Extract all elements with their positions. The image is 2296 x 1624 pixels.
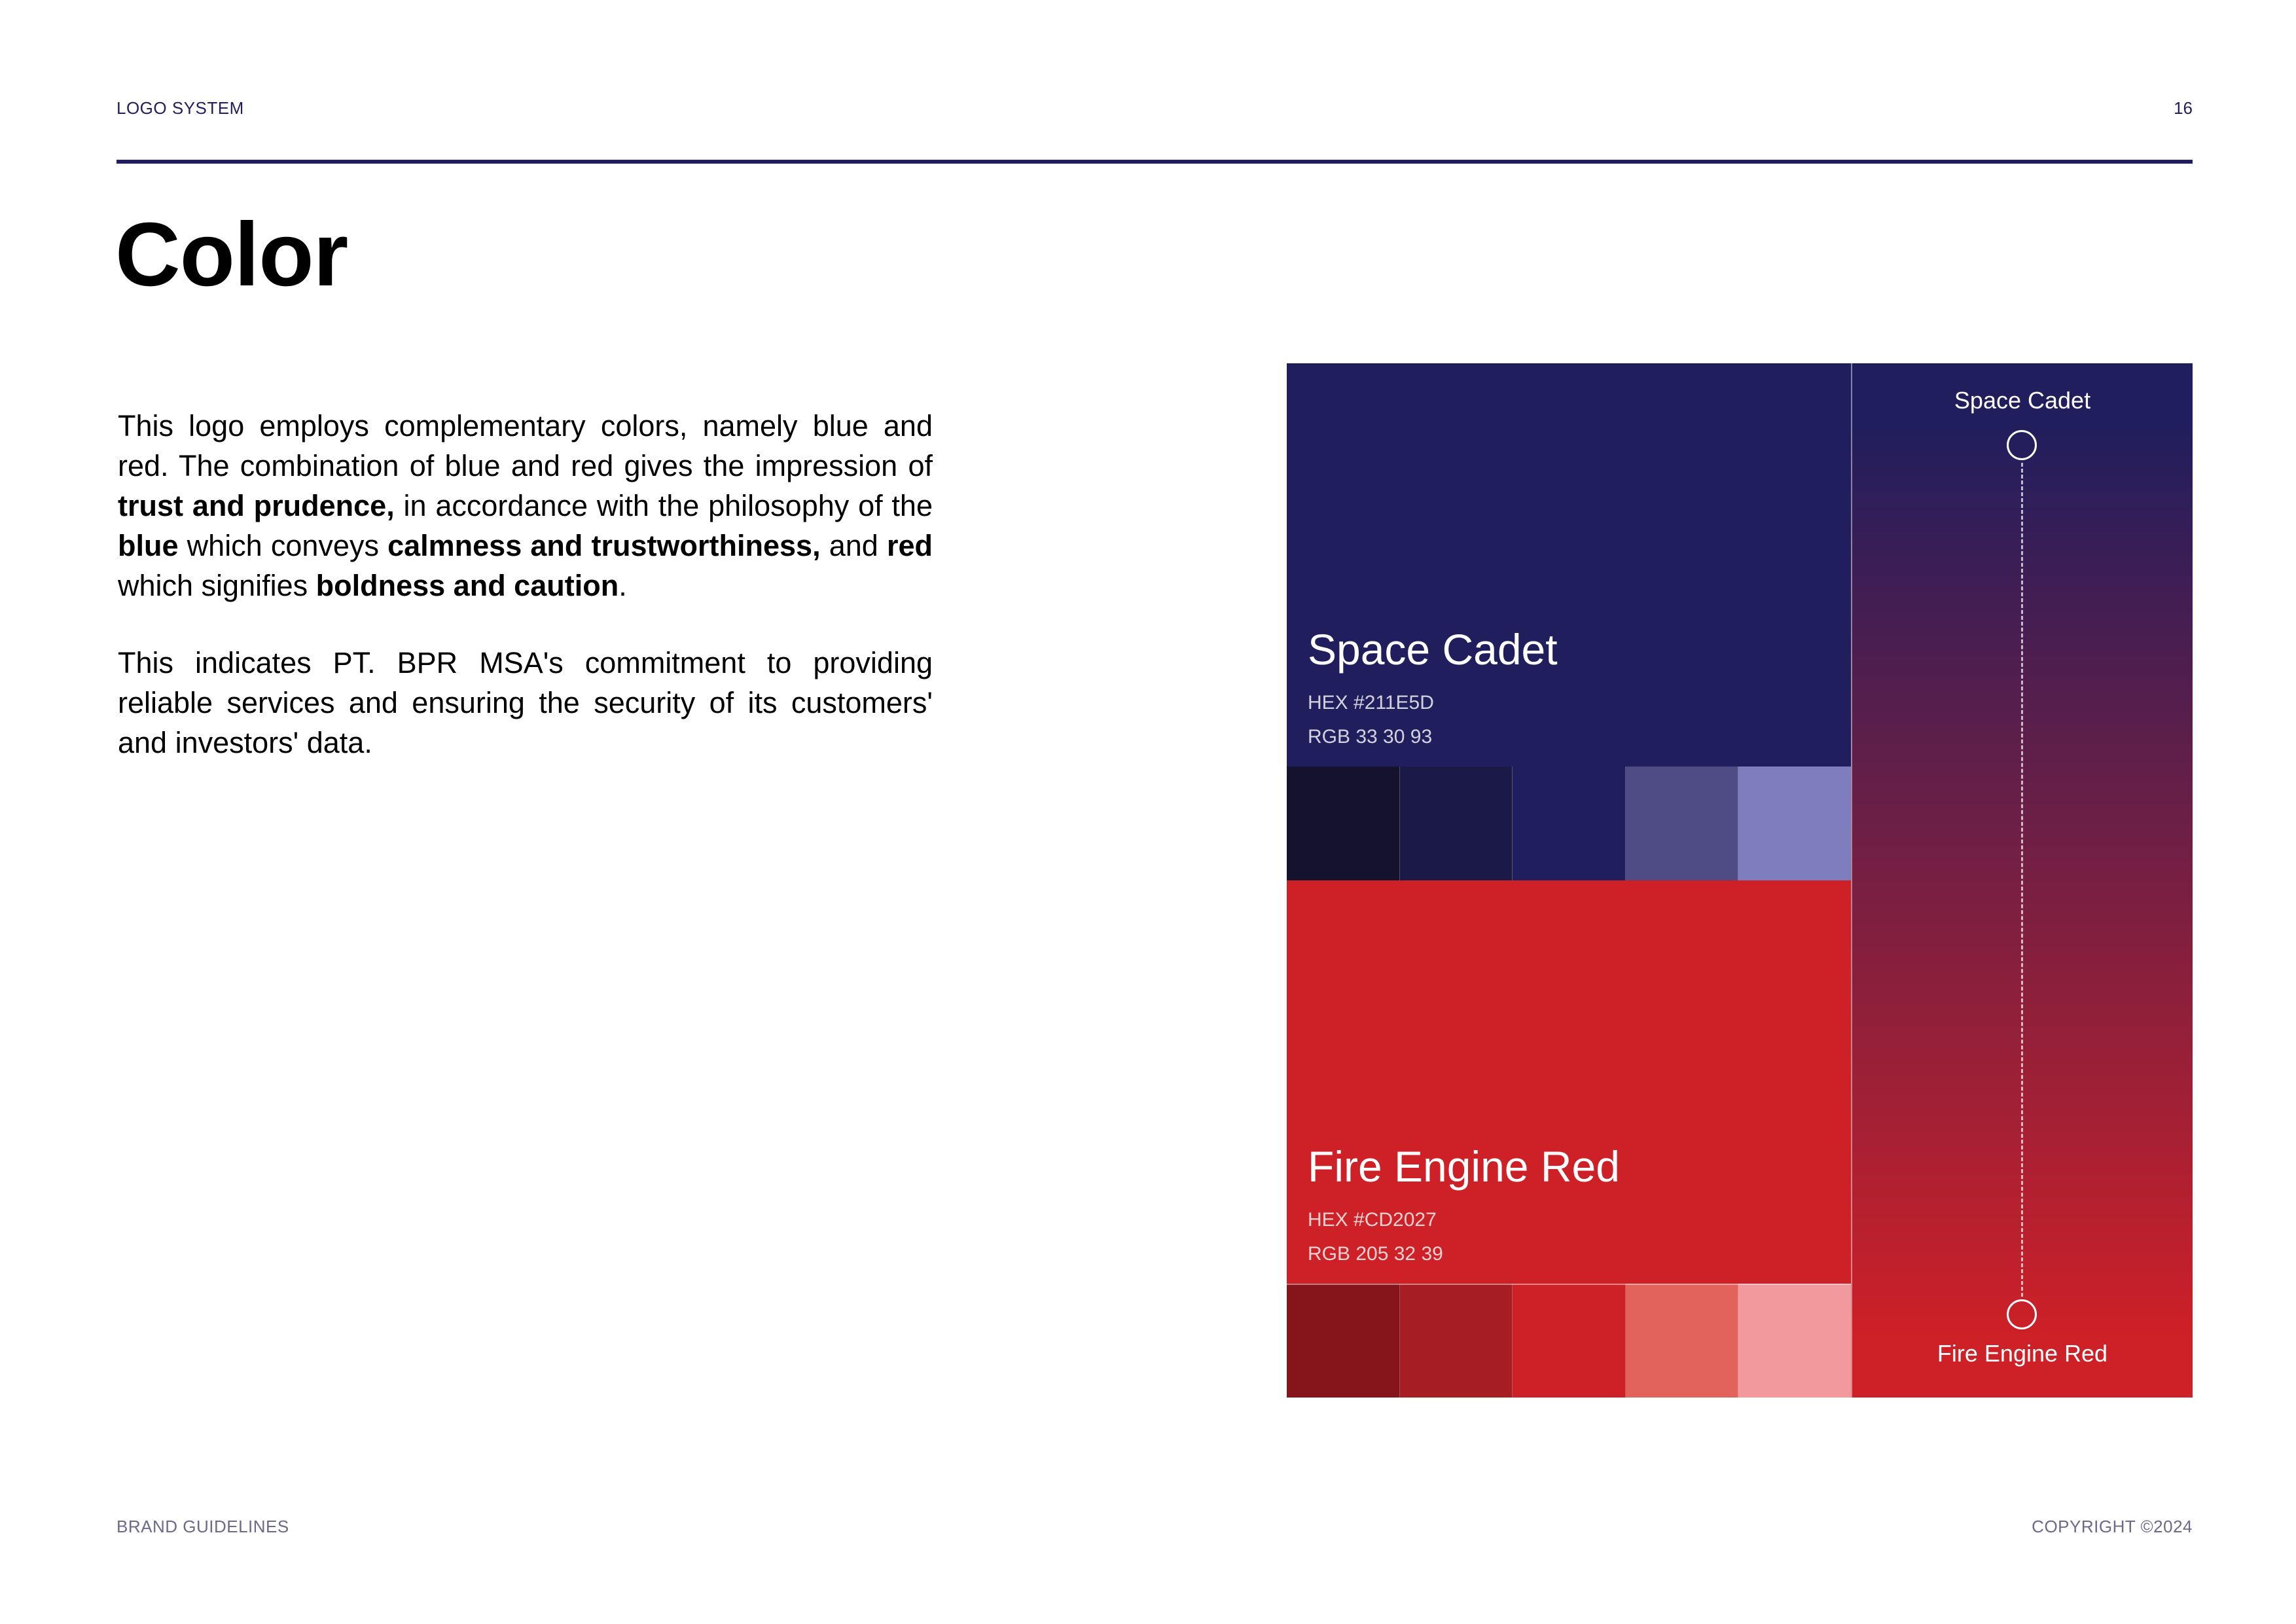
- secondary-color-hex: HEX #CD2027: [1308, 1209, 1437, 1231]
- primary-tint-4: [1626, 767, 1739, 880]
- gradient-panel: [1851, 363, 2193, 1398]
- emphasis-text: trust and prudence,: [118, 489, 395, 522]
- emphasis-text: blue: [118, 529, 179, 562]
- secondary-color-name: Fire Engine Red: [1308, 1142, 1620, 1191]
- secondary-tint-row: [1287, 1284, 1851, 1398]
- section-label: LOGO SYSTEM: [117, 98, 244, 118]
- footer-copyright: COPYRIGHT ©2024: [2032, 1517, 2193, 1536]
- secondary-tint-4: [1626, 1284, 1739, 1398]
- color-palette: [1287, 363, 2193, 1398]
- primary-tint-3: [1513, 767, 1626, 880]
- primary-color-swatch: [1287, 363, 1851, 767]
- primary-color-hex: HEX #211E5D: [1308, 692, 1434, 713]
- gradient-end-label: Fire Engine Red: [1937, 1340, 2108, 1367]
- body-text-run: and: [820, 529, 887, 562]
- emphasis-text: boldness and caution: [315, 569, 619, 602]
- primary-tint-1: [1287, 767, 1400, 880]
- gradient-dashed-line: [2021, 463, 2023, 1297]
- secondary-tint-2: [1400, 1284, 1513, 1398]
- page-number: 16: [2174, 98, 2193, 118]
- primary-tint-2: [1400, 767, 1513, 880]
- secondary-tint-1: [1287, 1284, 1400, 1398]
- secondary-color-rgb: RGB 205 32 39: [1308, 1243, 1443, 1265]
- body-text-run: which signifies: [118, 569, 316, 602]
- page-title: Color: [115, 204, 348, 305]
- primary-tint-row: [1287, 767, 1851, 880]
- commitment-paragraph: This indicates PT. BPR MSA's commitment to providing reliable services and ensuring the security of its customers' and investors' data.: [118, 646, 933, 759]
- primary-tint-5: [1738, 767, 1851, 880]
- intro-paragraph: [118, 406, 933, 605]
- body-text-run: in accordance with the philosophy of the: [394, 489, 933, 522]
- body-text-run: .: [619, 569, 627, 602]
- primary-color-name: Space Cadet: [1308, 625, 1558, 674]
- gradient-start-label: Space Cadet: [1954, 387, 2091, 414]
- emphasis-text: calmness and trustworthiness,: [387, 529, 821, 562]
- gradient-end-marker: [2007, 1299, 2037, 1329]
- secondary-tint-5: [1738, 1284, 1851, 1398]
- secondary-color-swatch: [1287, 880, 1851, 1284]
- emphasis-text: red: [886, 529, 933, 562]
- header-divider: [117, 160, 2193, 164]
- body-text-run: This logo employs complementary colors, namely blue and red. The combination of blue and red gives the impression of: [118, 409, 933, 482]
- swatch-divider: [1287, 1284, 1851, 1285]
- footer-brand-label: BRAND GUIDELINES: [117, 1517, 289, 1536]
- body-text-run: which conveys: [178, 529, 388, 562]
- primary-color-rgb: RGB 33 30 93: [1308, 726, 1433, 748]
- secondary-tint-3: [1513, 1284, 1626, 1398]
- gradient-start-marker: [2007, 430, 2037, 460]
